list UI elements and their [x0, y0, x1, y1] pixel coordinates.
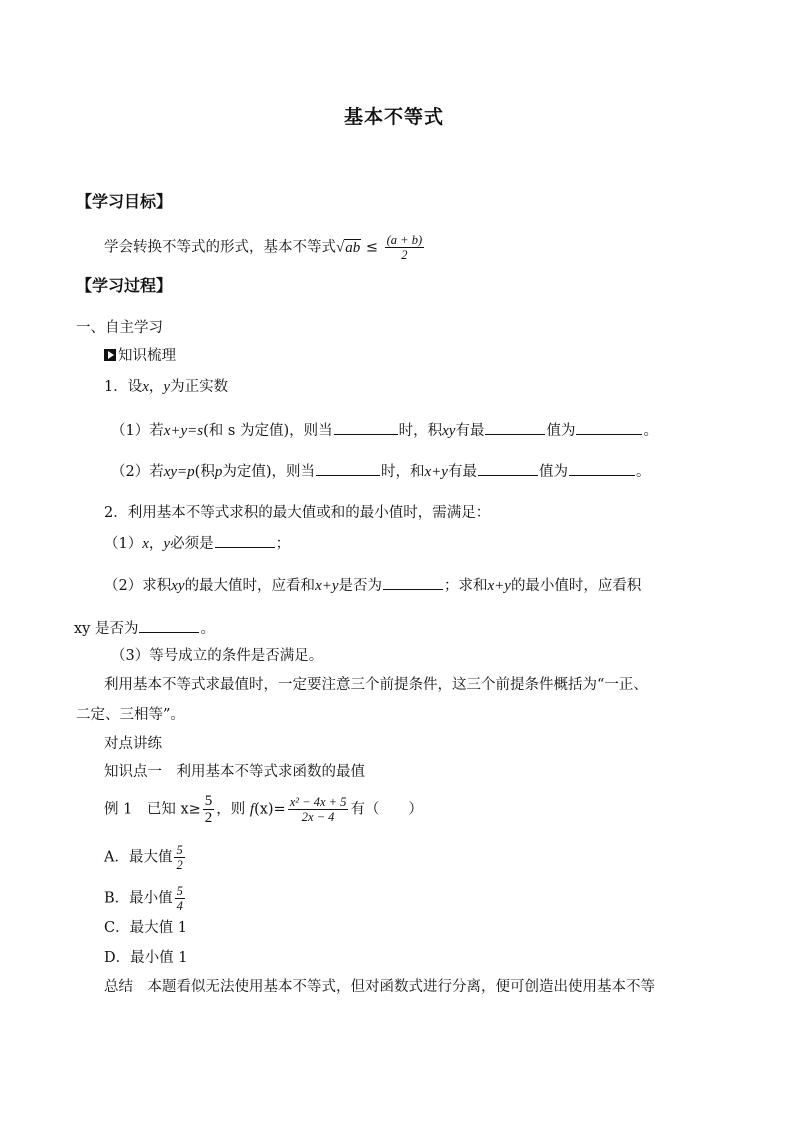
option-d: D．最小值 1: [104, 950, 188, 966]
item2-1: （1）x，y必须是 ；: [104, 533, 290, 554]
blank-field[interactable]: [383, 575, 443, 590]
item2-2-continued: xy 是否为 。: [74, 618, 215, 639]
summary-line1: 利用基本不等式求最值时，一定要注意三个前提条件，这三个前提条件概括为“一正、: [104, 677, 648, 693]
blank-field[interactable]: [334, 420, 398, 435]
blank-field[interactable]: [215, 533, 275, 548]
process-heading: 【学习过程】: [76, 276, 173, 295]
practice-heading: 对点讲练: [104, 736, 162, 752]
play-box-icon: [104, 349, 116, 361]
knowledge-label: 知识梳理: [118, 348, 176, 364]
goal-text: 学会转换不等式的形式，基本不等式: [104, 239, 336, 256]
sqrt-formula: √ab: [336, 239, 361, 256]
knowledge-point1: 知识点一 利用基本不等式求函数的最值: [104, 764, 365, 780]
goal-line: [104, 233, 426, 262]
knowledge-line: [104, 346, 176, 366]
blank-field[interactable]: [316, 461, 380, 476]
example-summary: 总结 本题看似无法使用基本不等式，但对函数式进行分离，便可创造出使用基本不等: [104, 979, 655, 995]
item1: 1．设x，y为正实数: [104, 379, 229, 395]
item2-3: （3）等号成立的条件是否满足。: [111, 648, 324, 664]
leq-sign: ≤: [365, 239, 378, 256]
function-fraction: $\frac{\text{x² − 4x + 5}}{2x - 4}$: [289, 795, 347, 824]
fraction-5-2-a: $\frac{5}{2}$: [176, 843, 183, 872]
summary-line2: 二定、三相等”。: [76, 707, 185, 723]
item2-2: （2）求积xy的最大值时，应看和x+y是否为 ；求和x+y的最小值时，应看积: [104, 575, 641, 596]
goal-fraction: $\frac{(a + b)}{2}$: [386, 233, 423, 262]
item1-2: （2）若xy=p(积p为定值)，则当 时，和x+y有最 值为 。: [111, 461, 650, 482]
fraction-5-4-b: $\frac{5}{4}$: [176, 884, 183, 913]
page-title: 基本不等式: [344, 106, 445, 128]
blank-field[interactable]: [139, 618, 199, 633]
blank-field[interactable]: [569, 461, 635, 476]
example1: 例 1 已知 x≥ $\frac{5}{2}$ ，则 f(x)= $\frac{\text{x² − 4x + 5}}{2x - 4}$ 有（ ）: [104, 793, 423, 826]
self-study-heading: 一、自主学习: [76, 320, 163, 336]
blank-field[interactable]: [576, 420, 642, 435]
option-b: B．最小值 $\frac{5}{4}$: [104, 884, 183, 913]
blank-field[interactable]: [478, 461, 538, 476]
option-a: A．最大值 $\frac{5}{2}$: [104, 843, 183, 872]
item2: 2．利用基本不等式求积的最大值或和的最小值时，需满足：: [104, 505, 491, 521]
option-c: C．最大值 1: [104, 920, 187, 936]
fraction-5-2: $\frac{5}{2}$: [204, 793, 213, 826]
item1-1: （1）若x+y=s(和 s 为定值)，则当 时，积xy有最 值为 。: [111, 420, 658, 441]
blank-field[interactable]: [485, 420, 545, 435]
goal-heading: 【学习目标】: [76, 192, 173, 211]
